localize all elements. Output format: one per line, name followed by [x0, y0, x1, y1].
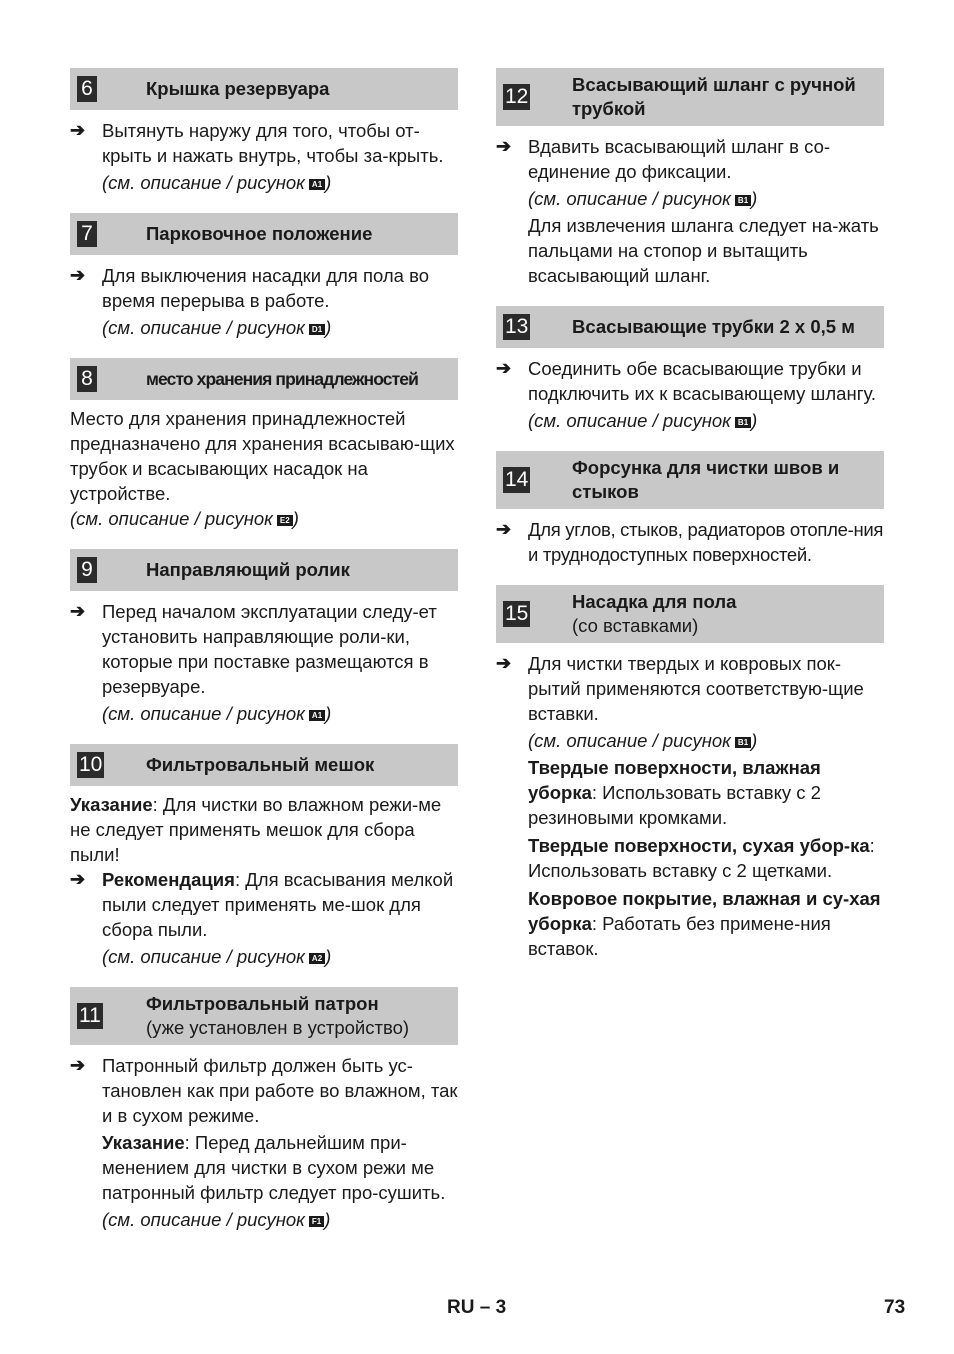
- section-header: [496, 68, 884, 126]
- bullet-text: : Для всасывания мелкой пыли следует применять ме-шок для сбора пыли.: [102, 869, 454, 940]
- arrow-right-icon: ➔: [496, 136, 512, 156]
- bullet-text: Для углов, стыков, радиаторов отопле-ния и труднодоступных поверхностей.: [528, 519, 884, 565]
- section-number: 15: [505, 602, 529, 625]
- section-number: 7: [77, 221, 97, 247]
- section-number: 10: [79, 753, 103, 776]
- bullet-text: Вытянуть наружу для того, чтобы от-крыть и нажать внутрь, чтобы за-крыть.: [102, 120, 444, 166]
- figure-badge-icon: D1: [309, 324, 325, 335]
- arrow-right-icon: ➔: [70, 1055, 86, 1075]
- section-15: [496, 585, 884, 961]
- section-12: [496, 68, 884, 288]
- figure-reference: (см. описание / рисунок A2 ): [102, 946, 332, 967]
- section-header: [70, 68, 458, 110]
- section-header: [496, 451, 884, 509]
- left-column: [70, 68, 458, 1250]
- section-title: Парковочное положение: [146, 223, 373, 244]
- section-subtitle: (уже установлен в устройство): [146, 1017, 410, 1038]
- section-title: Всасывающий шланг с ручной трубкой: [572, 74, 856, 119]
- figure-badge-icon: B1: [735, 195, 751, 206]
- note-paragraph: [70, 792, 458, 867]
- section-title: Фильтровальный патрон: [146, 993, 379, 1014]
- section-header: [70, 744, 458, 786]
- figure-reference: (см. описание / рисунок F1 ): [102, 1209, 331, 1230]
- paragraph: Для извлечения шланга следует на-жать пальцами на стопор и вытащить всасывающий шланг.: [528, 215, 879, 286]
- bullet-item: [496, 517, 884, 567]
- note-text: : Для чистки во влажном режи-ме не следует применять мешок для сбора пыли!: [70, 794, 442, 865]
- arrow-right-icon: ➔: [70, 265, 86, 285]
- figure-reference: (см. описание / рисунок E2 ): [70, 508, 299, 529]
- footer-language-page: RU – 3: [447, 1297, 507, 1318]
- arrow-right-icon: ➔: [70, 120, 86, 140]
- figure-reference: (см. описание / рисунок A1 ): [102, 703, 332, 724]
- section-title: Направляющий ролик: [146, 559, 350, 580]
- figure-reference: (см. описание / рисунок B1 ): [528, 730, 758, 751]
- section-6: [70, 68, 458, 195]
- figure-reference: (см. описание / рисунок D1 ): [102, 317, 332, 338]
- bullet-text: Вдавить всасывающий шланг в со-единение до фиксации.: [528, 136, 831, 182]
- section-title: место хранения принадлежностей: [146, 369, 418, 389]
- note-paragraph: [70, 1130, 458, 1205]
- bullet-text: Патронный фильтр должен быть ус-тановлен как при работе во влажном, так и в сухом режиме.: [102, 1055, 458, 1126]
- section-number: 14: [505, 468, 529, 491]
- section-13: [496, 306, 884, 433]
- item-text: : Использовать вставку с 2 щетками.: [528, 835, 875, 881]
- figure-badge-icon: A2: [309, 953, 325, 964]
- section-title: Форсунка для чистки швов и стыков: [572, 457, 840, 502]
- figure-badge-icon: B1: [735, 417, 751, 428]
- section-title: Фильтровальный мешок: [146, 754, 375, 775]
- page-number: 73: [884, 1297, 906, 1318]
- note-label: Указание: [102, 1132, 185, 1153]
- right-column: [496, 68, 884, 979]
- item-label: Твердые поверхности, сухая убор-ка: [528, 835, 870, 856]
- section-header: [70, 987, 458, 1045]
- arrow-right-icon: ➔: [70, 869, 86, 889]
- arrow-right-icon: ➔: [496, 653, 512, 673]
- list-item: [496, 886, 884, 961]
- bullet-text: Для выключения насадки для пола во время перерыва в работе.: [102, 265, 429, 311]
- figure-badge-icon: E2: [277, 515, 293, 526]
- section-number: 9: [77, 557, 97, 583]
- bullet-item: [70, 263, 458, 313]
- figure-badge-icon: A1: [309, 710, 325, 721]
- section-header: [70, 213, 458, 255]
- section-header: [496, 306, 884, 348]
- bullet-item: [70, 867, 458, 942]
- note-text: : Перед дальнейшим при-менением для чистки в сухом режи ме патронный фильтр следует про-сушить.: [102, 1132, 446, 1203]
- note-label: Указание: [70, 794, 153, 815]
- section-number: 8: [77, 366, 97, 392]
- section-subtitle: (со вставками): [572, 615, 699, 636]
- item-label: Ковровое покрытие, влажная и су-хая уборка: [528, 888, 881, 934]
- arrow-right-icon: ➔: [496, 519, 512, 539]
- figure-badge-icon: A1: [309, 179, 325, 190]
- section-8: [70, 358, 458, 531]
- bullet-item: [70, 1053, 458, 1128]
- section-title: Крышка резервуара: [146, 78, 330, 99]
- section-number: 12: [505, 85, 529, 108]
- bullet-item: [70, 118, 458, 168]
- section-number: 11: [79, 1004, 101, 1027]
- paragraph: Место для хранения принадлежностей предназначено для хранения всасываю-щих трубок и всасывающих насадок на устройстве.: [70, 408, 455, 504]
- section-10: [70, 744, 458, 969]
- list-item: [496, 755, 884, 830]
- figure-reference: (см. описание / рисунок B1 ): [528, 188, 758, 209]
- section-number: 6: [77, 76, 97, 102]
- bullet-item: [70, 599, 458, 699]
- bullet-text: Для чистки твердых и ковровых пок-рытий применяются соответствую-щие вставки.: [528, 653, 864, 724]
- section-title: Насадка для пола: [572, 591, 737, 612]
- bullet-text: Соединить обе всасывающие трубки и подключить их к всасывающему шлангу.: [528, 358, 876, 404]
- section-11: [70, 987, 458, 1232]
- item-label: Твердые поверхности, влажная уборка: [528, 757, 821, 803]
- bullet-item: [496, 134, 884, 184]
- bullet-item: [496, 356, 884, 406]
- item-text: : Работать без примене-ния вставок.: [528, 913, 831, 959]
- recommendation-label: Рекомендация: [102, 869, 235, 890]
- section-header: [70, 549, 458, 591]
- arrow-right-icon: ➔: [496, 358, 512, 378]
- item-text: : Использовать вставку с 2 резиновыми кромками.: [528, 782, 821, 828]
- figure-reference: (см. описание / рисунок A1 ): [102, 172, 332, 193]
- arrow-right-icon: ➔: [70, 601, 86, 621]
- section-14: [496, 451, 884, 567]
- section-title: Всасывающие трубки 2 х 0,5 м: [572, 316, 855, 337]
- figure-reference: (см. описание / рисунок B1 ): [528, 410, 758, 431]
- section-number: 13: [505, 315, 529, 338]
- section-9: [70, 549, 458, 726]
- list-item: [496, 833, 884, 883]
- bullet-text: Перед началом эксплуатации следу-ет установить направляющие роли-ки, которые при поставке размещаются в резервуаре.: [102, 601, 437, 697]
- section-header: [496, 585, 884, 643]
- section-7: [70, 213, 458, 340]
- figure-badge-icon: F1: [309, 1216, 324, 1227]
- figure-badge-icon: B1: [735, 737, 751, 748]
- bullet-item: [496, 651, 884, 726]
- section-header: [70, 358, 458, 400]
